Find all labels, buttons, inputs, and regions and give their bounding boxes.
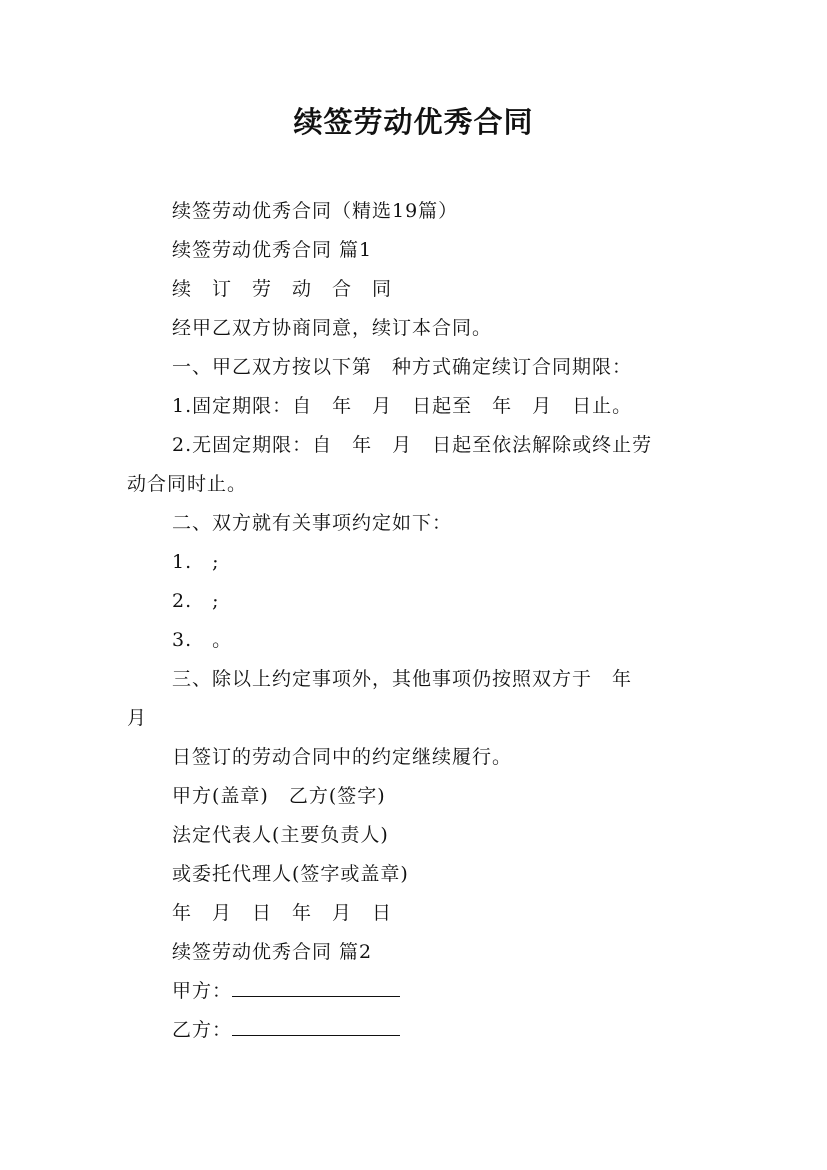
party-a-label: 甲方： (172, 980, 233, 1002)
party-b-label: 乙方： (172, 1019, 233, 1041)
party-b-blank-line (232, 1017, 400, 1036)
contract-subtitle: 续 订 劳 动 合 同 (172, 278, 393, 300)
clause-2-heading: 二、双方就有关事项约定如下： (172, 512, 453, 534)
document-title: 续签劳动优秀合同 (293, 105, 534, 139)
signature-parties: 甲方(盖章) 乙方(签字) (172, 785, 386, 807)
clause-3-text-cont: 月 (127, 707, 148, 729)
section-heading-1: 续签劳动优秀合同 篇1 (172, 239, 373, 261)
clause-3-text: 三、除以上约定事项外，其他事项仍按照双方于 年 (172, 668, 633, 690)
clause-2-item-3: 3. 。 (172, 629, 233, 651)
signature-legal-rep: 法定代表人(主要负责人) (172, 824, 389, 846)
party-a-field (172, 978, 400, 1004)
party-a-blank-line (232, 978, 400, 997)
clause-1-option-2-cont: 动合同时止。 (127, 473, 248, 495)
signature-dates: 年 月 日 年 月 日 (172, 902, 393, 924)
clause-2-item-2: 2. ; (172, 590, 220, 612)
section-heading-2: 续签劳动优秀合同 篇2 (172, 941, 373, 963)
doc-heading-selected: 续签劳动优秀合同（精选19篇） (172, 200, 459, 222)
clause-3-text-end: 日签订的劳动合同中的约定继续履行。 (172, 746, 513, 768)
clause-1-option-2: 2.无固定期限：自 年 月 日起至依法解除或终止劳 (172, 434, 653, 456)
clause-2-item-1: 1. ; (172, 551, 220, 573)
paragraph-agreement: 经甲乙双方协商同意，续订本合同。 (172, 317, 493, 339)
signature-agent: 或委托代理人(签字或盖章) (172, 863, 409, 885)
clause-1-heading: 一、甲乙双方按以下第 种方式确定续订合同期限： (172, 356, 633, 378)
clause-1-option-1: 1.固定期限：自 年 月 日起至 年 月 日止。 (172, 395, 633, 417)
party-b-field (172, 1017, 400, 1043)
